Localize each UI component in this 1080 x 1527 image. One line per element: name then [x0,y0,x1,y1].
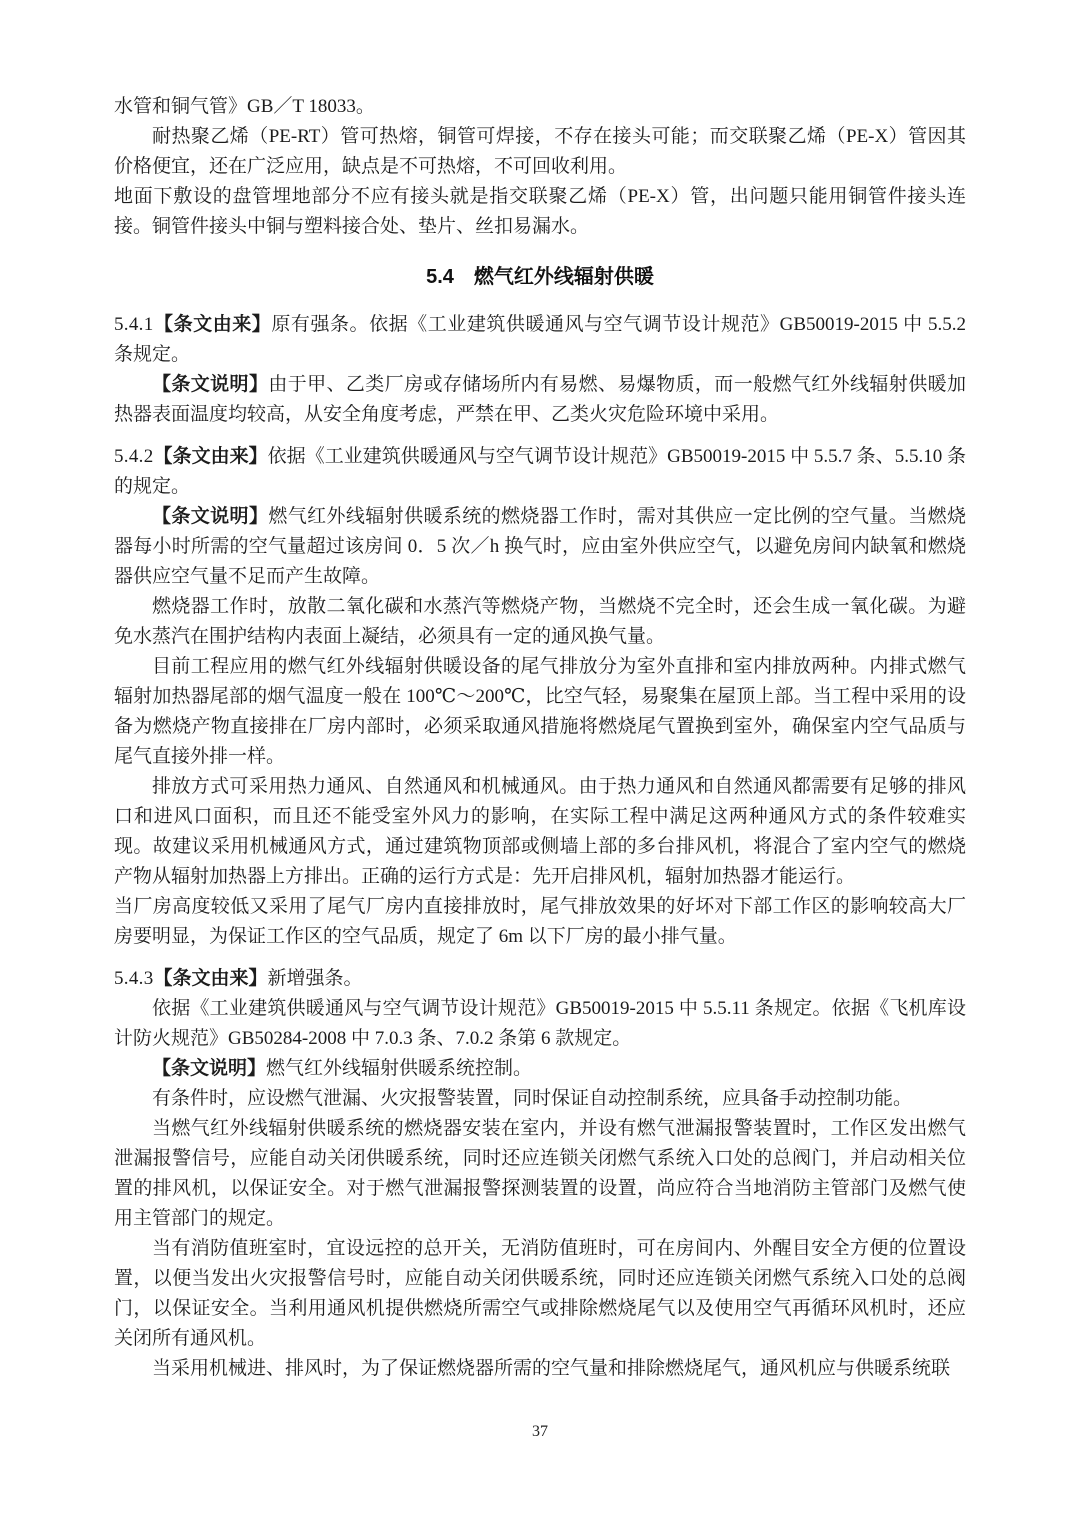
paragraph [114,1084,966,1114]
paragraph [114,772,966,892]
paragraph [114,1354,966,1384]
clause-label: 【条文说明】 [152,506,269,527]
paragraph [114,502,966,592]
paragraph [114,122,966,182]
paragraph [114,182,966,242]
paragraph-text: 依据《工业建筑供暖通风与空气调节设计规范》GB50019-2015 中 5.5.11 条规定。依据《飞机库设计防火规范》GB50284-2008 中 7.0.3 条、7.0.2 条第 6 款规定。 [114,998,966,1049]
paragraph [114,1234,966,1354]
paragraph-text: 原有强条。依据《工业建筑供暖通风与空气调节设计规范》GB50019-2015 中 5.5.2 条规定。 [114,314,966,365]
clause-label: 【条文由来】 [153,446,268,467]
paragraph [114,994,966,1054]
paragraph-text: 燃烧器工作时，放散二氧化碳和水蒸汽等燃烧产物，当燃烧不完全时，还会生成一氧化碳。为避免水蒸汽在围护结构内表面上凝结，必须具有一定的通风换气量。 [114,596,966,647]
paragraph-text: 依据《工业建筑供暖通风与空气调节设计规范》GB50019-2015 中 5.5.7 条、5.5.10 条的规定。 [114,446,966,497]
clause-label: 【条文说明】 [152,1058,267,1079]
page-number: 37 [532,1423,548,1440]
paragraph [114,92,966,122]
paragraph [114,442,966,502]
paragraph [114,1054,966,1084]
paragraph [114,370,966,430]
paragraph [114,652,966,772]
paragraph-text: 当厂房高度较低又采用了尾气厂房内直接排放时，尾气排放效果的好坏对下部工作区的影响较高大厂房要明显，为保证工作区的空气品质，规定了 6m 以下厂房的最小排气量。 [114,896,966,947]
paragraph-text: 目前工程应用的燃气红外线辐射供暖设备的尾气排放分为室外直排和室内排放两种。内排式燃气辐射加热器尾部的烟气温度一般在 100℃～200℃，比空气轻，易聚集在屋顶上部。当工程中采用的设备为燃烧产物直接排在厂房内部时，必须采取通风措施将燃烧尾气置换到室外，确保室内空气品质与尾气直接外排一样。 [114,656,966,767]
paragraph-text: 当燃气红外线辐射供暖系统的燃烧器安装在室内，并设有燃气泄漏报警装置时，工作区发出燃气泄漏报警信号，应能自动关闭供暖系统，同时还应连锁关闭燃气系统入口处的总阀门，并启动相关位置的排风机，以保证安全。对于燃气泄漏报警探测装置的设置，尚应符合当地消防主管部门及燃气使用主管部门的规定。 [114,1118,966,1229]
clause-number: 5.4.2 [114,446,154,467]
clause-label: 【条文由来】 [153,314,272,335]
paragraph-text: 新增强条。 [267,968,363,989]
paragraph [114,310,966,370]
paragraph-text: 燃气红外线辐射供暖系统控制。 [266,1058,533,1079]
section-heading [114,262,966,292]
paragraph-text: 耐热聚乙烯（PE-RT）管可热熔，铜管可焊接，不存在接头可能；而交联聚乙烯（PE-X）管因其价格便宜，还在广泛应用，缺点是不可热熔，不可回收利用。 [114,126,966,177]
clause-label: 【条文说明】 [152,374,269,395]
paragraph [114,592,966,652]
paragraph-text: 当采用机械进、排风时，为了保证燃烧器所需的空气量和排除燃烧尾气，通风机应与供暖系统联 [152,1358,951,1379]
paragraph [114,964,966,994]
paragraph [114,1114,966,1234]
clause-number: 5.4.3 [114,968,154,989]
paragraph-text: 有条件时，应设燃气泄漏、火灾报警装置，同时保证自动控制系统，应具备手动控制功能。 [152,1088,913,1109]
clause-number: 5.4.1 [114,314,154,335]
paragraph-text: 由于甲、乙类厂房或存储场所内有易燃、易爆物质，而一般燃气红外线辐射供暖加热器表面温度均较高，从安全角度考虑，严禁在甲、乙类火灾危险环境中采用。 [114,374,966,425]
paragraph-text: 地面下敷设的盘管埋地部分不应有接头就是指交联聚乙烯（PE-X）管，出问题只能用铜管件接头连接。铜管件接头中铜与塑料接合处、垫片、丝扣易漏水。 [114,186,966,237]
clause-label: 【条文由来】 [153,968,268,989]
paragraph [114,892,966,952]
paragraph-text: 排放方式可采用热力通风、自然通风和机械通风。由于热力通风和自然通风都需要有足够的排风口和进风口面积，而且还不能受室外风力的影响，在实际工程中满足这两种通风方式的条件较难实现。故建议采用机械通风方式，通过建筑物顶部或侧墙上部的多台排风机，将混合了室内空气的燃烧产物从辐射加热器上方排出。正确的运行方式是：先开启排风机，辐射加热器才能运行。 [114,776,966,887]
paragraph-text: 燃气红外线辐射供暖系统的燃烧器工作时，需对其供应一定比例的空气量。当燃烧器每小时所需的空气量超过该房间 0．5 次／h 换气时，应由室外供应空气，以避免房间内缺氧和燃烧器供应空气量不足而产生故障。 [114,506,966,587]
section-title: 燃气红外线辐射供暖 [473,266,654,288]
paragraph-text: 当有消防值班室时，宜设远控的总开关，无消防值班时，可在房间内、外醒目安全方便的位置设置，以便当发出火灾报警信号时，应能自动关闭供暖系统，同时还应连锁关闭燃气系统入口处的总阀门，以保证安全。当利用通风机提供燃烧所需空气或排除燃烧尾气以及使用空气再循环风机时，还应关闭所有通风机。 [114,1238,966,1349]
paragraph-text: 水管和铜气管》GB／T 18033。 [114,96,375,117]
section-number: 5.4 [426,266,454,288]
